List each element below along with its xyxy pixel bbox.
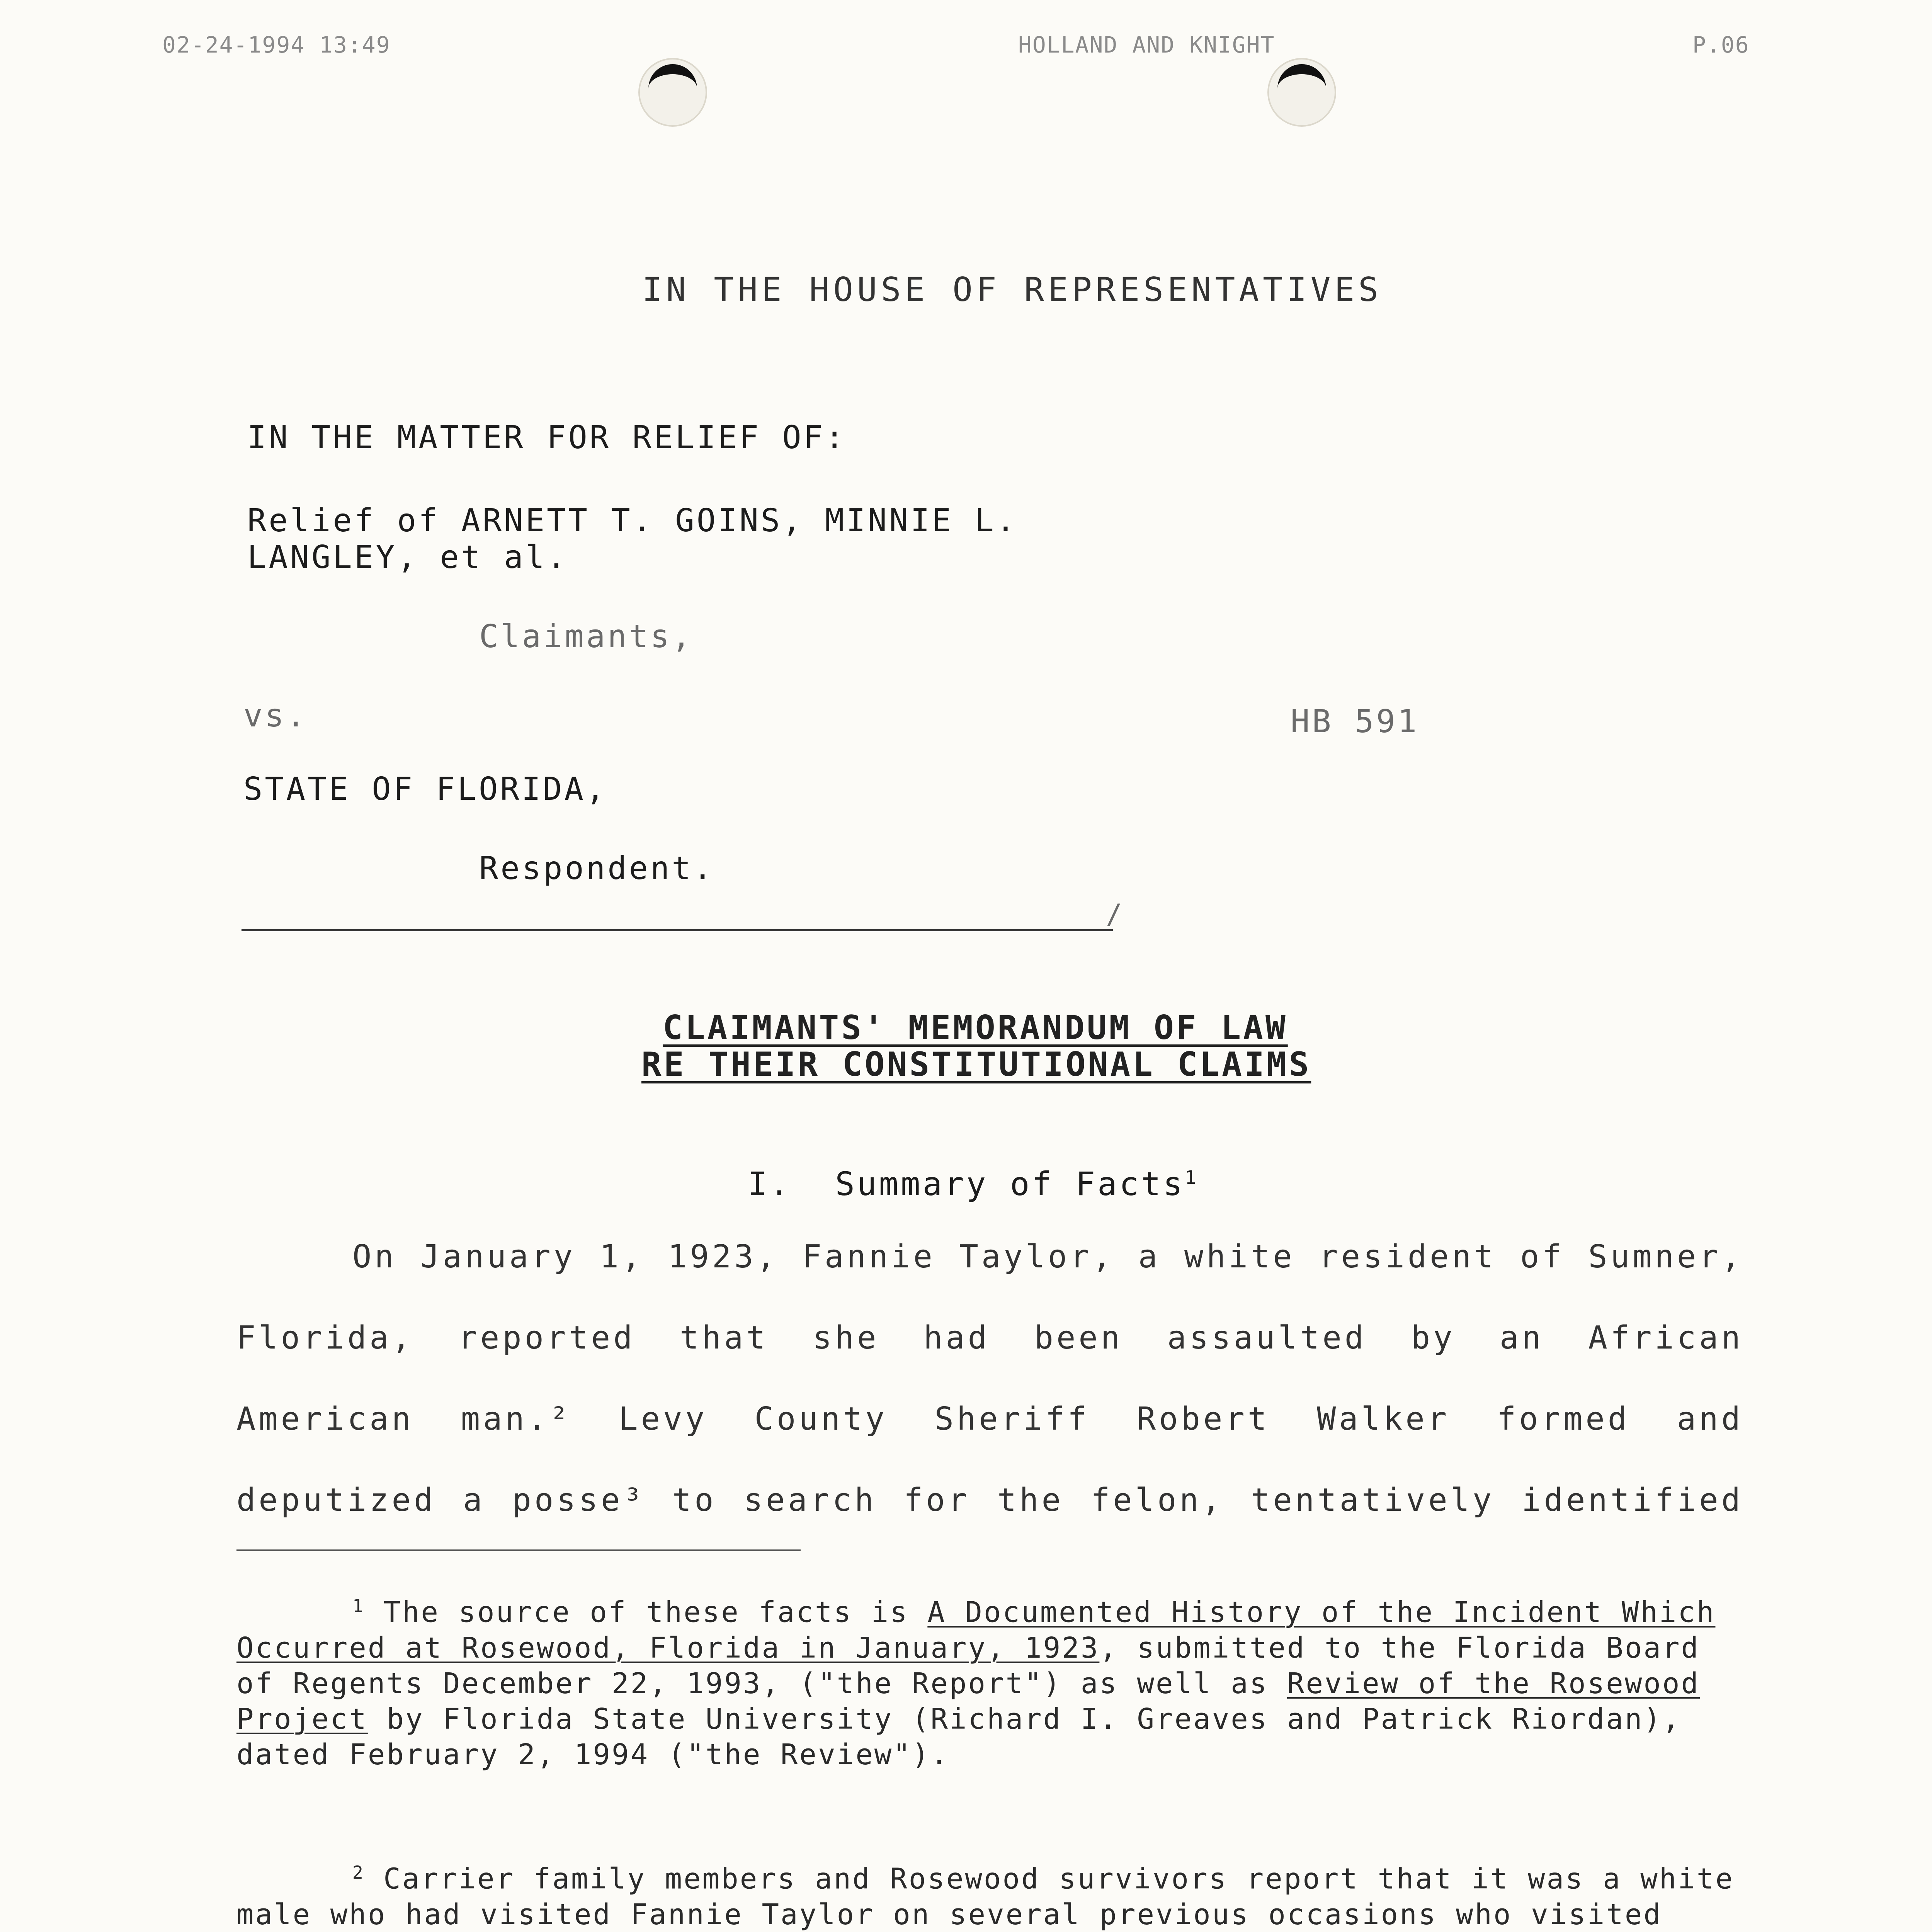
memorandum-title-line2: RE THEIR CONSTITUTIONAL CLAIMS: [641, 1045, 1311, 1084]
punch-hole: [638, 58, 707, 127]
memorandum-title-line1: CLAIMANTS' MEMORANDUM OF LAW: [663, 1009, 1288, 1047]
caption-rule: [242, 929, 1113, 931]
section-number: I.: [748, 1165, 792, 1203]
court-heading: IN THE HOUSE OF REPRESENTATIVES: [642, 270, 1383, 309]
footnote-text: , submitted to the Florida Board of Regents December 22, 1993, ("the Report") as well as: [236, 1631, 1700, 1700]
body-line: On January 1, 1923, Fannie Taylor, a white resident of Sumner,: [352, 1238, 1743, 1275]
footnote-text: by Florida State University (Richard I. Greaves and Patrick Riordan), dated February 2, 1994 ("the Review").: [236, 1702, 1681, 1771]
caption-relief-line1: Relief of ARNETT T. GOINS, MINNIE L.: [247, 502, 1018, 539]
footnote-1: [236, 1588, 1743, 1772]
caption-relief-line2: LANGLEY, et al.: [247, 539, 568, 576]
caption-claimants: Claimants,: [479, 618, 693, 655]
footnote-source-title: A Documented History of the Incident Which Occurred at Rosewood, Florida in January, 1923: [236, 1595, 1716, 1665]
body-line: American man.² Levy County Sheriff Robert Walker formed and: [236, 1401, 1743, 1437]
caption-respondent-party: STATE OF FLORIDA,: [243, 771, 607, 808]
footnote-mark: 1: [352, 1595, 365, 1616]
footnote-text: Carrier family members and Rosewood survivors report that it was a white male who had visited Fannie Taylor on several previous occasions who visited: [236, 1862, 1734, 1931]
section-title: Summary of Facts: [835, 1165, 1185, 1203]
punch-hole: [1267, 58, 1336, 127]
caption-rule-slash: /: [1106, 898, 1125, 930]
fax-sender: HOLLAND AND KNIGHT: [1018, 32, 1275, 58]
footnote-separator: [236, 1549, 801, 1551]
body-line: deputized a posse³ to search for the felon, tentatively identified: [236, 1482, 1743, 1519]
fax-page: P.06: [1692, 32, 1750, 58]
caption-respondent: Respondent.: [479, 850, 715, 887]
caption-matter: IN THE MATTER FOR RELIEF OF:: [247, 419, 847, 456]
footnote-2: [236, 1855, 1743, 1932]
body-line: Florida, reported that she had been assaulted by an African: [236, 1320, 1743, 1356]
caption-bill-number: HB 591: [1291, 703, 1419, 740]
footnote-mark: 2: [352, 1862, 365, 1883]
section-footnote-mark: 1: [1185, 1167, 1199, 1189]
caption-vs: vs.: [243, 697, 308, 734]
section-heading: [748, 1165, 1198, 1203]
footnote-text: The source of these facts is: [383, 1595, 928, 1629]
fax-datetime: 02-24-1994 13:49: [162, 32, 391, 58]
footnote-source-title: Review of the Rosewood Project: [236, 1667, 1700, 1736]
